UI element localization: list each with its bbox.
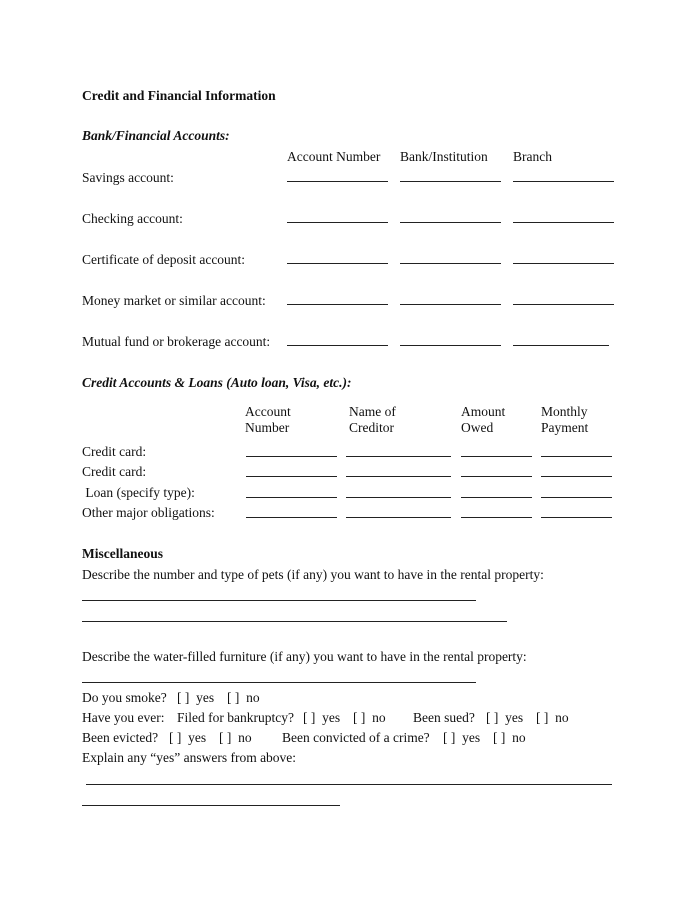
checking-institution-field[interactable] — [400, 222, 501, 223]
checking-account-number-field[interactable] — [287, 222, 388, 223]
loan-creditor-field[interactable] — [346, 497, 451, 498]
bankruptcy-yes-checkbox[interactable]: [ ] yes — [303, 710, 341, 725]
loan-payment-field[interactable] — [541, 497, 612, 498]
other-obligations-creditor-field[interactable] — [346, 517, 451, 518]
cd-account-number-field[interactable] — [287, 263, 388, 264]
credit-card-1-creditor-field[interactable] — [346, 456, 451, 457]
credit-row-label: Loan (specify type): — [82, 485, 195, 500]
credit-col-header: Creditor — [349, 420, 394, 435]
credit-col-header: Account — [245, 404, 291, 419]
other-obligations-account-field[interactable] — [246, 517, 337, 518]
credit-card-2-payment-field[interactable] — [541, 476, 612, 477]
water-furniture-prompt: Describe the water-filled furniture (if any) you want to have in the rental property: — [82, 649, 527, 664]
pets-prompt: Describe the number and type of pets (if any) you want to have in the rental property: — [82, 567, 544, 582]
credit-card-2-creditor-field[interactable] — [346, 476, 451, 477]
savings-institution-field[interactable] — [400, 181, 501, 182]
convicted-yes-checkbox[interactable]: [ ] yes — [443, 730, 481, 745]
credit-card-2-account-field[interactable] — [246, 476, 337, 477]
pets-answer-line[interactable] — [82, 600, 476, 601]
credit-card-1-payment-field[interactable] — [541, 456, 612, 457]
bank-col-institution: Bank/Institution — [400, 149, 488, 164]
evicted-question: Been evicted? — [82, 730, 159, 745]
other-obligations-payment-field[interactable] — [541, 517, 612, 518]
evicted-yes-checkbox[interactable]: [ ] yes — [169, 730, 207, 745]
mutual-fund-account-number-field[interactable] — [287, 345, 388, 346]
money-market-institution-field[interactable] — [400, 304, 501, 305]
credit-row-label: Credit card: — [82, 464, 147, 479]
credit-card-2-owed-field[interactable] — [461, 476, 532, 477]
sued-yes-checkbox[interactable]: [ ] yes — [486, 710, 524, 725]
sued-question: Been sued? — [413, 710, 475, 725]
bank-row-label: Checking account: — [82, 211, 183, 226]
credit-col-header: Amount — [461, 404, 506, 419]
mutual-fund-institution-field[interactable] — [400, 345, 501, 346]
credit-row-label: Credit card: — [82, 444, 147, 459]
convicted-question: Been convicted of a crime? — [282, 730, 430, 745]
credit-col-header: Owed — [461, 420, 494, 435]
loan-account-field[interactable] — [246, 497, 337, 498]
bankruptcy-no-checkbox[interactable]: [ ] no — [353, 710, 386, 725]
credit-card-1-account-field[interactable] — [246, 456, 337, 457]
convicted-no-checkbox[interactable]: [ ] no — [493, 730, 526, 745]
have-you-ever-label: Have you ever: — [82, 710, 165, 725]
bankruptcy-question: Filed for bankruptcy? — [177, 710, 294, 725]
bank-row-label: Certificate of deposit account: — [82, 252, 246, 267]
bank-row-label: Money market or similar account: — [82, 293, 266, 308]
page-title: Credit and Financial Information — [82, 88, 276, 103]
cd-institution-field[interactable] — [400, 263, 501, 264]
pets-answer-line[interactable] — [82, 621, 507, 622]
money-market-branch-field[interactable] — [513, 304, 614, 305]
cd-branch-field[interactable] — [513, 263, 614, 264]
smoke-question: Do you smoke? — [82, 690, 167, 705]
credit-card-1-owed-field[interactable] — [461, 456, 532, 457]
savings-branch-field[interactable] — [513, 181, 614, 182]
bank-section-title: Bank/Financial Accounts: — [82, 128, 230, 143]
water-furniture-answer-line[interactable] — [82, 682, 476, 683]
money-market-account-number-field[interactable] — [287, 304, 388, 305]
credit-col-header: Name of — [349, 404, 396, 419]
bank-row-label: Mutual fund or brokerage account: — [82, 334, 271, 349]
savings-account-number-field[interactable] — [287, 181, 388, 182]
mutual-fund-branch-field[interactable] — [513, 345, 609, 346]
other-obligations-owed-field[interactable] — [461, 517, 532, 518]
credit-section-title: Credit Accounts & Loans (Auto loan, Visa, etc.): — [82, 375, 352, 390]
smoke-no-checkbox[interactable]: [ ] no — [227, 690, 260, 705]
bank-row-label: Savings account: — [82, 170, 174, 185]
evicted-no-checkbox[interactable]: [ ] no — [219, 730, 252, 745]
credit-col-header: Monthly — [541, 404, 588, 419]
smoke-yes-checkbox[interactable]: [ ] yes — [177, 690, 215, 705]
checking-branch-field[interactable] — [513, 222, 614, 223]
explain-prompt: Explain any “yes” answers from above: — [82, 750, 297, 765]
credit-col-header: Number — [245, 420, 290, 435]
loan-owed-field[interactable] — [461, 497, 532, 498]
credit-col-header: Payment — [541, 420, 589, 435]
credit-row-label: Other major obligations: — [82, 505, 215, 520]
bank-col-branch: Branch — [513, 149, 552, 164]
bank-col-account-number: Account Number — [287, 149, 381, 164]
explain-answer-line[interactable] — [86, 784, 612, 785]
explain-answer-line[interactable] — [82, 805, 340, 806]
sued-no-checkbox[interactable]: [ ] no — [536, 710, 569, 725]
misc-section-title: Miscellaneous — [82, 546, 163, 561]
